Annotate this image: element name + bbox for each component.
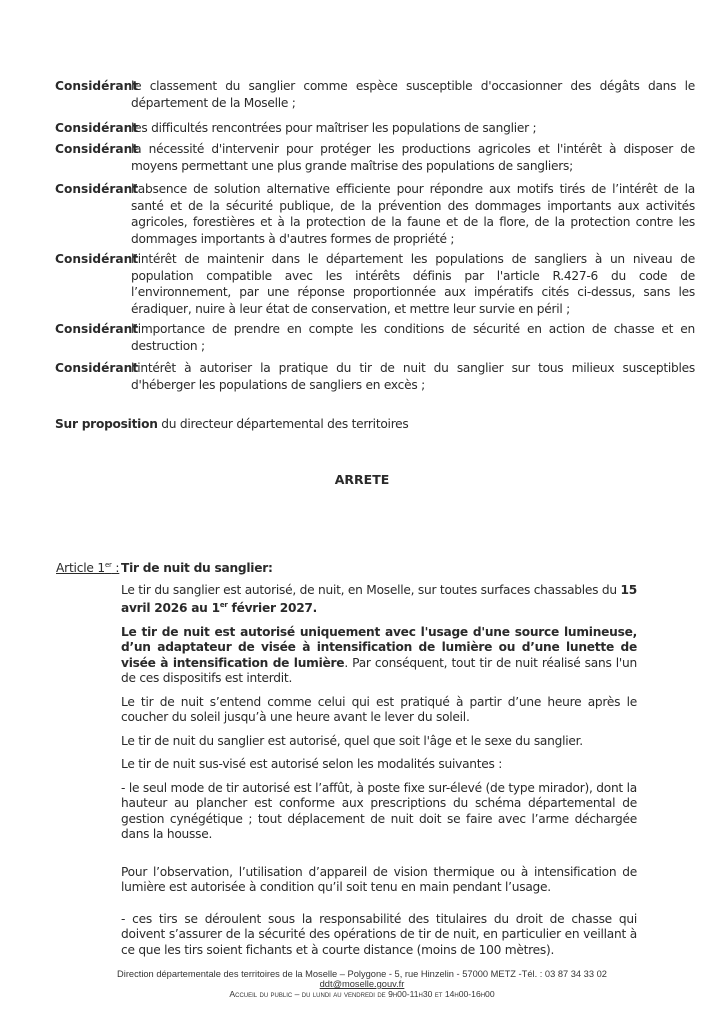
arrete-heading: ARRETE	[334, 472, 390, 487]
considerant-text: l’absence de solution alternative efficiente pour répondre aux motifs tirés de l’intérêt de la santé et de la sécurité publique, de la prévention des dommages importants aux activités agricoles, forestières et à la protection de la faune et de la flore, de la protection contre les dommages importants à d'autres formes de propriété ;	[131, 182, 695, 246]
considerant-text: l’importance de prendre en compte les conditions de sécurité en action de chasse et en destruction ;	[131, 322, 695, 353]
article-paragraph: Le tir de nuit s’entend comme celui qui est pratiqué à partir d’une heure après le coucher du soleil jusqu’à une heure avant le lever du soleil.	[121, 694, 637, 725]
article-paragraph: Le tir de nuit du sanglier est autorisé, quel que soit l'âge et le sexe du sanglier.	[121, 733, 583, 748]
considerant-label: Considérant	[55, 322, 139, 336]
footer-email-link[interactable]: ddt@moselle.gouv.fr	[319, 979, 405, 989]
considerant-text: l’intérêt de maintenir dans le département les populations de sangliers à un niveau de population compatible avec les intérêts définis par l'article R.427-6 du code de l’environnement, par une réponse proportionnée aux impératifs cités ci-dessus, sans les éradiquer, nuire à leur état de conservation, et mettre leur survie en péril ;	[131, 252, 695, 316]
considerant-label: Considérant	[55, 79, 139, 93]
considerant-text: le classement du sanglier comme espèce susceptible d'occasionner des dégâts dans le département de la Moselle ;	[131, 79, 695, 110]
article-title: Tir de nuit du sanglier:	[121, 561, 273, 575]
footer-hours: Accueil du public – du lundi au vendredi de 9h00-11h30 et 14h00-16h00	[229, 989, 495, 999]
considerant-text: les difficultés rencontrées pour maîtriser les populations de sanglier ;	[131, 121, 537, 135]
considerant-item	[55, 321, 695, 354]
considerant-label: Considérant	[55, 182, 139, 196]
article-paragraph: Pour l’observation, l’utilisation d’appareil de vision thermique ou à intensification de lumière est autorisée à condition qu’il soit tenu en main pendant l’usage.	[121, 864, 637, 895]
proposition-rest: du directeur départemental des territoires	[157, 417, 409, 431]
article-body	[121, 561, 637, 958]
article-paragraph: Le tir du sanglier est autorisé, de nuit, en Moselle, sur toutes surfaces chassables du 15 avril 2026 au 1er février 2027.	[121, 582, 637, 616]
considerant-text: la nécessité d'intervenir pour protéger les productions agricoles et l'intérêt à disposer de moyens permettant une plus grande maîtrise des populations de sangliers;	[131, 142, 695, 173]
article-paragraph: Le tir de nuit est autorisé uniquement avec l'usage d'une source lumineuse, d’un adaptateur de visée à intensification de lumière ou d’une lunette de visée à intensification de lumière. Par conséquent, tout tir de nuit réalisé sans l'un de ces dispositifs est interdit.	[121, 624, 637, 686]
article-paragraph: Le tir de nuit sus-visé est autorisé selon les modalités suivantes :	[121, 757, 503, 772]
footer-address: Direction départementale des territoires de la Moselle – Polygone - 5, rue Hinzelin - 57000 METZ -Tél. : 03 87 34 33 02	[117, 969, 607, 979]
article-paragraph: - le seul mode de tir autorisé est l’affût, à poste fixe sur-élevé (de type mirador), dont la hauteur au plancher est conforme aux prescriptions du schéma départemental de gestion cynégétique ; tout déplacement de nuit doit se faire avec l’arme déchargée dans la housse.	[121, 780, 637, 842]
proposition-line	[55, 416, 409, 432]
footer	[0, 969, 724, 999]
considerant-label: Considérant	[55, 121, 139, 135]
considerant-item	[55, 181, 695, 247]
considerant-label: Considérant	[55, 361, 139, 375]
considerant-text: l'intérêt à autoriser la pratique du tir de nuit du sanglier sur tous milieux susceptibles d'héberger les populations de sangliers en excès ;	[131, 361, 695, 392]
considerant-item	[55, 251, 695, 317]
considerant-label: Considérant	[55, 142, 139, 156]
article-paragraph: - ces tirs se déroulent sous la responsabilité des titulaires du droit de chasse qui doivent s’assurer de la sécurité des opérations de tir de nuit, en particulier en veillant à ce que les tirs soient fichants et à courte distance (moins de 100 mètres).	[121, 911, 637, 957]
article-label: Article 1er :	[56, 561, 120, 576]
proposition-bold: Sur proposition	[55, 417, 158, 431]
considerant-label: Considérant	[55, 252, 139, 266]
considerant-item	[55, 120, 695, 137]
considerant-item	[55, 141, 695, 174]
considerant-item	[55, 360, 695, 393]
considerant-item	[55, 78, 695, 111]
